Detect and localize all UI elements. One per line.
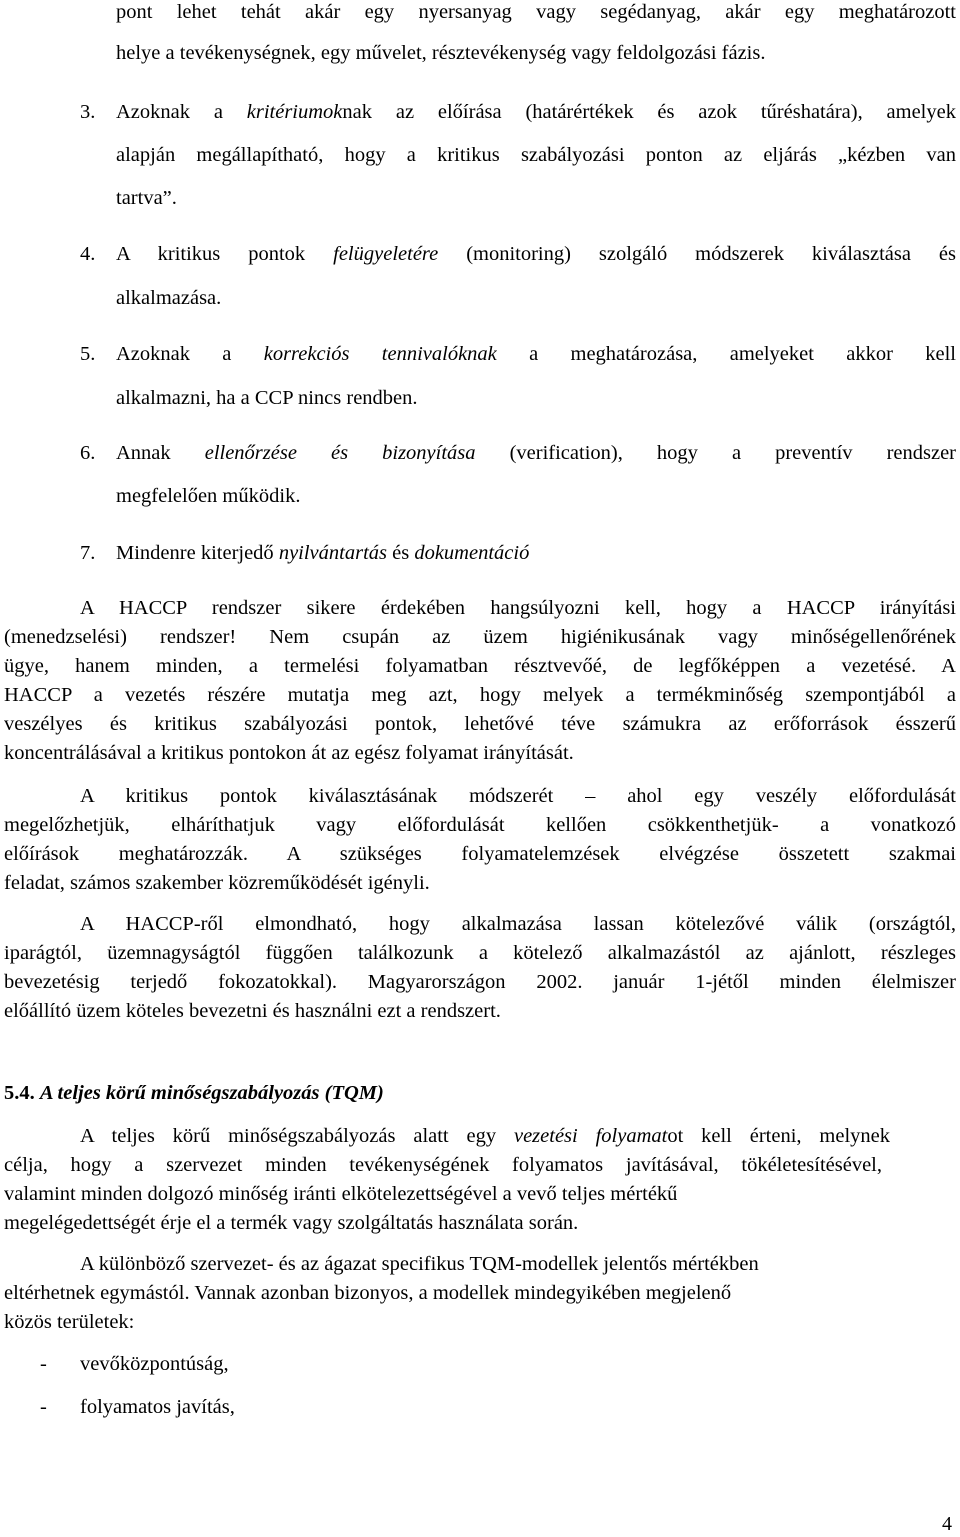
list-item-5: alkalmazni, ha a CCP nincs rendben. <box>116 387 418 409</box>
list-item-continuation: helye a tevékenységnek, egy művelet, résztevékenység vagy feldolgozási fázis. <box>116 42 766 64</box>
section-heading <box>4 1083 384 1104</box>
paragraph-line: ügye, hanem minden, a termelési folyamatban résztvevőé, de legfőképpen a vezetésé. A <box>4 655 956 677</box>
paragraph-line: feladat, számos szakember közreműködését igényli. <box>4 872 430 894</box>
paragraph-line: A kritikus pontok kiválasztásának módszerét – ahol egy veszély előfordulását <box>80 785 956 807</box>
paragraph-line: bevezetésig terjedő fokozatokkal). Magyarországon 2002. január 1-jétől minden élelmiszer <box>4 971 956 993</box>
paragraph-line: előírások meghatározzák. A szükséges folyamatelemzések elvégzése összetett szakmai <box>4 843 956 865</box>
paragraph-line: valamint minden dolgozó minőség iránti elkötelezettségével a vevő teljes mértékű <box>4 1183 678 1205</box>
paragraph-line: A teljes körű minőségszabályozás alatt egy vezetési folyamatot kell érteni, melynek <box>80 1125 890 1147</box>
list-item-6: Annak ellenőrzése és bizonyítása (verification), hogy a preventív rendszer <box>116 442 957 464</box>
paragraph-line: megelőzhetjük, elháríthatjuk vagy előfordulását kellően csökkenthetjük- a vonatkozó <box>4 814 956 836</box>
paragraph-line: előállító üzem köteles bevezetni és használni ezt a rendszert. <box>4 1000 501 1022</box>
bullet-item: vevőközpontúság, <box>80 1353 229 1375</box>
paragraph-line: iparágtól, üzemnagyságtól függően találkozunk a kötelező alkalmazástól az ajánlott, részleges <box>4 942 956 964</box>
paragraph-line: közös területek: <box>4 1311 135 1333</box>
list-item-3: tartva”. <box>116 187 177 209</box>
page-number: 4 <box>942 1513 952 1535</box>
bullet-item: folyamatos javítás, <box>80 1396 235 1418</box>
list-number: 5. <box>80 343 96 365</box>
paragraph-line: célja, hogy a szervezet minden tevékenységének folyamatos javításával, tökéletesítésével, <box>4 1154 882 1176</box>
paragraph-line: veszélyes és kritikus szabályozási pontok, lehetővé téve számukra az erőforrások ésszerű <box>4 713 956 735</box>
list-item-7: Mindenre kiterjedő nyilvántartás és dokumentáció <box>116 542 530 564</box>
paragraph-line: eltérhetnek egymástól. Vannak azonban bizonyos, a modellek mindegyikében megjelenő <box>4 1282 732 1304</box>
paragraph-line: A HACCP rendszer sikere érdekében hangsúlyozni kell, hogy a HACCP irányítási <box>80 597 956 619</box>
bullet-dash: - <box>40 1396 47 1418</box>
list-number: 7. <box>80 542 96 564</box>
list-item-3: alapján megállapítható, hogy a kritikus szabályozási ponton az eljárás „kézben van <box>116 144 956 166</box>
paragraph-line: A HACCP-ről elmondható, hogy alkalmazása lassan kötelezővé válik (országtól, <box>80 913 956 935</box>
list-number: 4. <box>80 243 96 265</box>
list-item-4: alkalmazása. <box>116 287 222 309</box>
paragraph-line: koncentrálásával a kritikus pontokon át az egész folyamat irányítását. <box>4 742 574 764</box>
paragraph-line: A különböző szervezet- és az ágazat specifikus TQM-modellek jelentős mértékben <box>80 1253 759 1275</box>
list-number: 3. <box>80 101 96 123</box>
list-item-4: A kritikus pontok felügyeletére (monitoring) szolgáló módszerek kiválasztása és <box>116 243 956 265</box>
list-item-continuation: pont lehet tehát akár egy nyersanyag vagy segédanyag, akár egy meghatározott <box>116 1 956 23</box>
section-number: 5.4. <box>4 1082 35 1104</box>
paragraph-line: (menedzselési) rendszer! Nem csupán az üzem higiénikusának vagy minőségellenőrének <box>4 626 956 648</box>
list-item-5: Azoknak a korrekciós tennivalóknak a meghatározása, amelyeket akkor kell <box>116 343 956 365</box>
list-item-3: Azoknak a kritériumoknak az előírása (határértékek és azok tűréshatára), amelyek <box>116 101 956 123</box>
paragraph-line: megelégedettségét érje el a termék vagy szolgáltatás használata során. <box>4 1212 579 1234</box>
section-title: A teljes körű minőségszabályozás (TQM) <box>39 1082 384 1104</box>
paragraph-line: HACCP a vezetés részére mutatja meg azt, hogy melyek a termékminőség szempontjából a <box>4 684 956 706</box>
list-number: 6. <box>80 442 96 464</box>
bullet-dash: - <box>40 1353 47 1375</box>
list-item-6: megfelelően működik. <box>116 485 301 507</box>
